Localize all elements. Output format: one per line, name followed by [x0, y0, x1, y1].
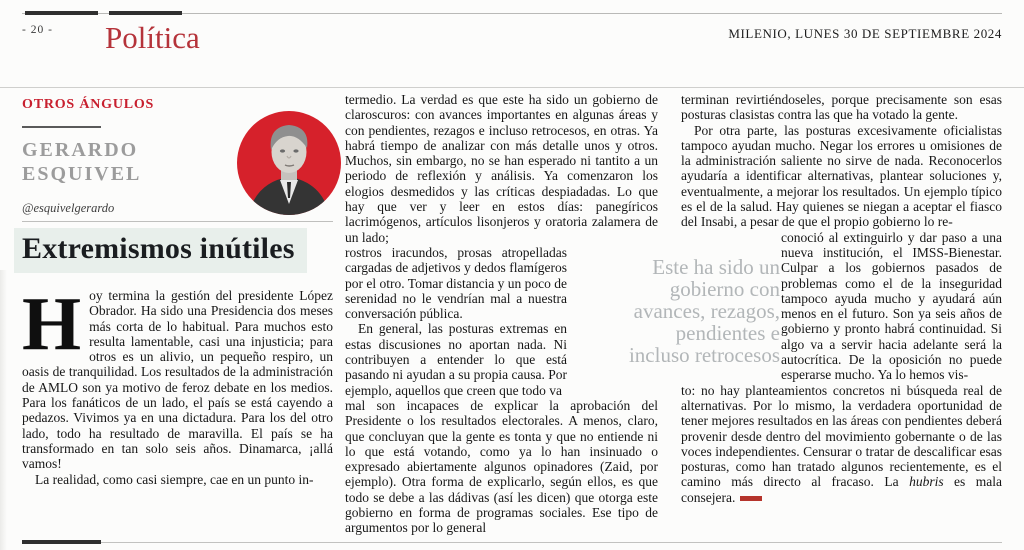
article-column-1 — [22, 282, 333, 487]
paragraph: terminan revirtiéndoseles, porque precisamente son esas posturas clasistas contra las que ha votado la gente. — [681, 92, 1002, 123]
pull-quote-line: avances, rezagos, — [633, 299, 780, 323]
bottom-rule — [22, 542, 1002, 543]
top-rule — [22, 13, 1002, 14]
bottom-rule-black-segment — [22, 540, 101, 544]
paragraph-text: oy termina la gestión del presidente López Obrador. Ha sido una Presidencia dos meses más corta de lo habitual. Para muchos esto resulta lamentable, casi una injusticia; para otros es un alivio, un pequeño respiro, un oasis de tranquilidad. Los resultados de la administración de AMLO son ya motivo de feroz debate en los medios. Para los fanáticos de un lado, el país se está cayendo a pedazos. Vivimos ya en una dictadura. Para los del otro lado, todo ha resultado de maravilla. El país se ha transformado en tan solo seis años. Dinamarca, ¡allá vamos! — [22, 288, 333, 472]
top-rule-black-segment — [25, 11, 98, 15]
pull-quote-line: incluso retrocesos — [628, 343, 780, 367]
paragraph: Por otra parte, las posturas excesivamente oficialistas tampoco ayudan mucho. Negar los errores u omisiones de la administración saliente no sirve de nada. Reconocerlos ayudaría a identificar alternativas, plantear soluciones y, eventualmente, a mejorar los resultados. Un ejemplo típico es el de la salud. Hay quienes se niegan a aceptar el fiasco del Insabi, a pesar de que el propio gobierno lo re- — [681, 122, 1002, 230]
paragraph: conoció al extinguirlo y dar paso a una nueva institución, el IMSS-Bienestar. Culpar a los gobiernos pasados de problemas como el de la inseguridad tampoco ayuda mucho y ayudará aún menos en el futuro. Son ya seis años de gobierno y pronto habrá continuidad. Si algo va a servir hacia adelante será la autocrítica. De la oposición no puede esperarse mucho. Ya lo hemos vis- — [781, 229, 1002, 383]
article-headline: Extremismos inútiles — [14, 228, 307, 273]
paragraph: termedio. La verdad es que este ha sido un gobierno de claroscuros: con avances importantes en algunas áreas y con pendientes, rezagos e incluso retrocesos, en otras. Ya habrá tiempo de analizar con más detalle unos y otros. Muchos, sin embargo, no se han esperado ni tantito a un periodo de reflexión y análisis. Ya comenzaron los elogios desmedidos y las críticas despiadadas. Lo que hay que ver y leer en estos días: panegíricos lacrimógenos, artículos lisonjeros y oratoria zalamera de un lado; — [345, 92, 658, 245]
pull-quote-line: Este ha sido un — [652, 255, 780, 279]
pull-quote-line: gobierno con — [669, 277, 780, 301]
paragraph: mal son incapaces de explicar la aprobación del Presidente o los resultados electorales. A menos, claro, que concluyan que la gente es tonta y que no entiende ni lo que está votando, como ya lo han insinuado o expresado abiertamente algunos opinadores (Zaid, por ejemplo). Otra forma de explicarlo, según ellos, es que todo se debe a las dádivas (así les dicen) que otorga este gobierno en forma de programas sociales. Ese tipo de argumentos por lo general — [345, 397, 658, 536]
paragraph-text: to: no hay planteamientos concretos ni búsqueda real de alternativas. Por lo mismo, la verdadera oportunidad de tener mejores resultados en las áreas con pendientes deberá provenir desde dentro del movimiento gobernante o de las voces independientes. Censurar o tratar de descalificar esas posturas, como han tratado algunos recientemente, es el camino más directo al fracaso. La — [681, 382, 1002, 490]
header-rule — [0, 87, 1024, 88]
paragraph: rostros iracundos, prosas atropelladas cargadas de adjetivos y dedos flamígeros por el otro. Tomar distancia y un poco de serenidad no le vendrían mal a nuestra conversación pública. — [345, 244, 567, 322]
author-twitter-handle: @esquivelgerardo — [22, 201, 115, 215]
top-rule-black-segment — [109, 11, 182, 15]
paragraph-text: es mala consejera. — [681, 474, 1003, 505]
author-portrait-photo — [236, 110, 342, 216]
kicker-underline — [22, 126, 101, 128]
pull-quote — [558, 256, 780, 366]
dateline: MILENIO, LUNES 30 DE SEPTIEMBRE 2024 — [728, 26, 1002, 41]
pull-quote-line: pendientes e — [675, 321, 780, 345]
paragraph — [681, 383, 1002, 505]
scan-edge-shadow — [0, 270, 7, 550]
page-number: - 20 - — [22, 24, 53, 36]
paragraph: La realidad, como casi siempre, cae en un punto in- — [35, 471, 314, 487]
section-title: Política — [105, 20, 200, 55]
column-rule — [22, 221, 333, 222]
paragraph: En general, las posturas extremas en estas discusiones no aportan nada. Ni contribuyen a entender lo que está pasando ni ayudan a su propia causa. Por ejemplo, aquellos que creen que todo va — [345, 321, 567, 398]
paragraph — [22, 282, 333, 472]
article-end-mark — [740, 496, 762, 501]
italic-word: hubris — [909, 474, 944, 490]
column-kicker: OTROS ÁNGULOS — [22, 97, 155, 112]
drop-cap: H — [22, 282, 82, 366]
author-name: GERARDO ESQUIVEL — [22, 139, 142, 185]
